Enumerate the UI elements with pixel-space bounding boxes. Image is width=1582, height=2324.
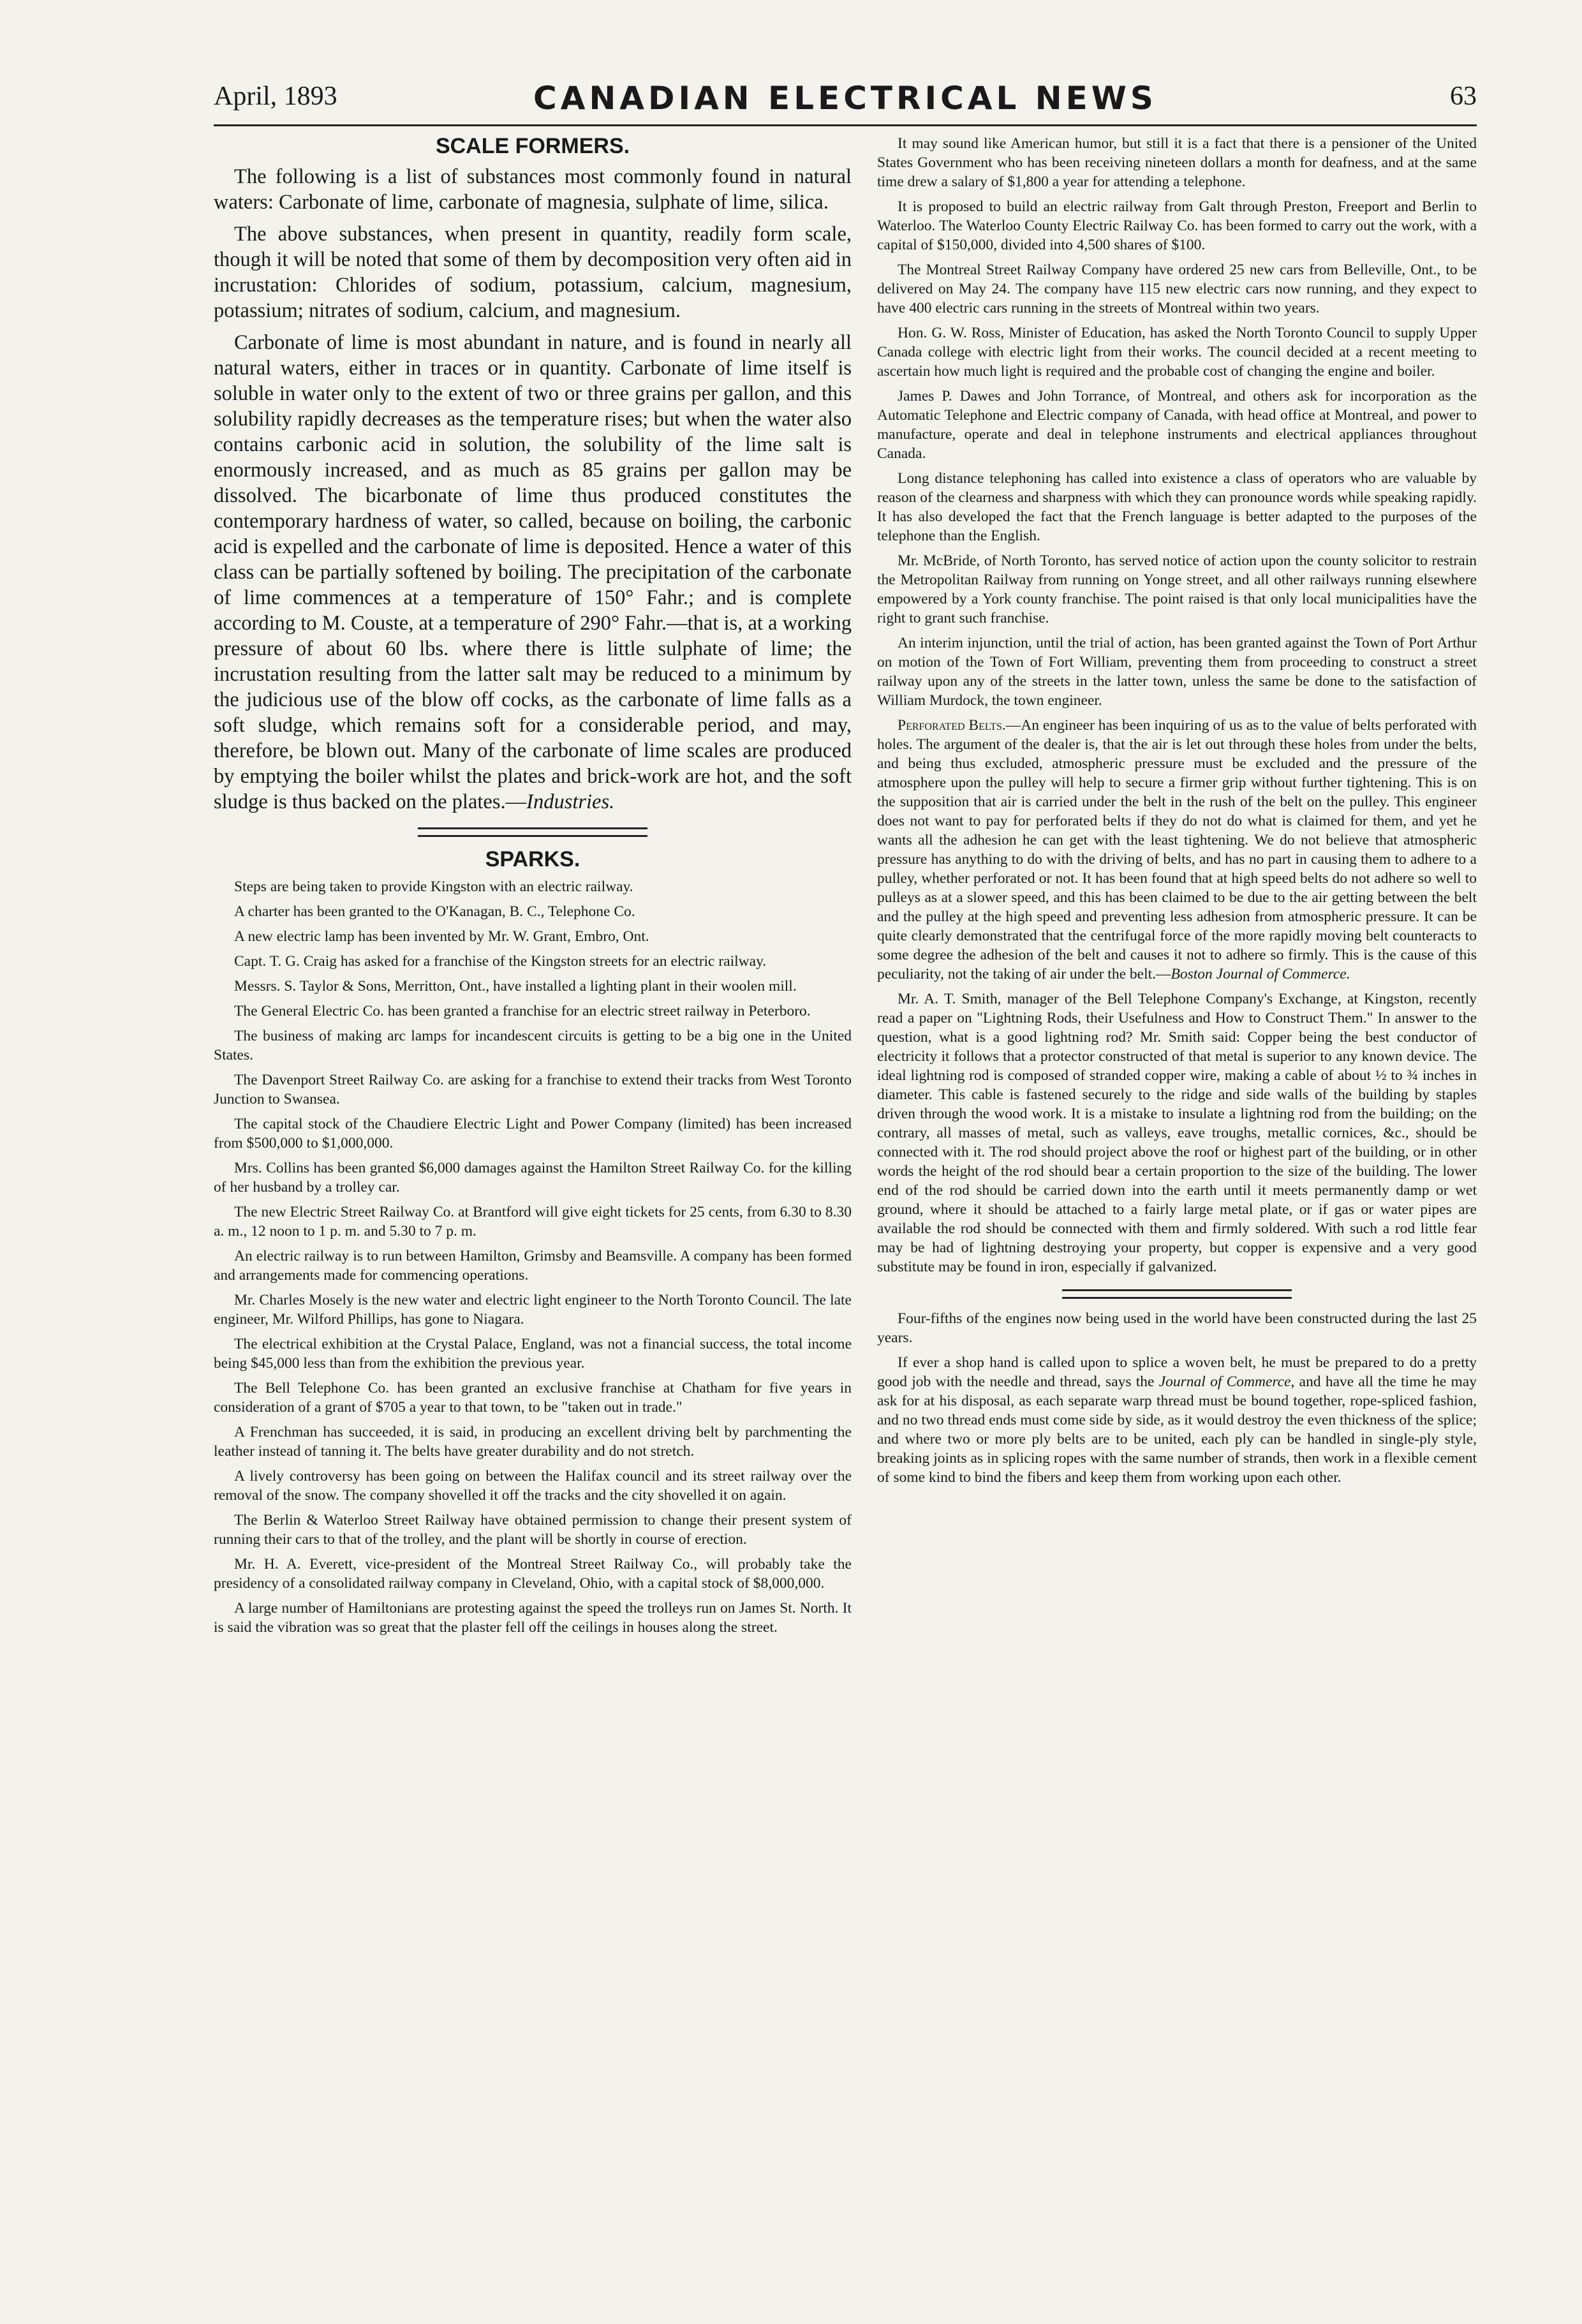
sparks-item: Messrs. S. Taylor & Sons, Merritton, Ont., have installed a lighting plant in their woolen mill. (234, 978, 797, 995)
right-column (877, 134, 1477, 2196)
article-paragraph: The above substances, when present in quantity, readily form scale, though it will be noted that some of them by decomposition very often aid in incrustation: Chlorides of sodium, potassium, calcium, magnesium, potassium; nitrates of sodium, calcium, and magnesium. (214, 223, 852, 322)
perforated-belts-label: Perforated Belts. (898, 717, 1006, 734)
sparks-item: A Frenchman has succeeded, it is said, in producing an excellent driving belt by parchmenting the leather instead of tanning it. The belts have greater durability and do not stretch. (214, 1424, 852, 1460)
news-item: It may sound like American humor, but still it is a fact that there is a pensioner of the United States Government who has been receiving nineteen dollars a month for deafness, and at the same time drew a salary of $1,800 a year for attending a telephone. (877, 135, 1477, 190)
page-number: 63 (1450, 82, 1477, 111)
sparks-item: A new electric lamp has been invented by Mr. W. Grant, Embro, Ont. (234, 928, 649, 945)
belt-splicing-text-b: , and have all the time he may ask for at his disposal, as each separate warp thread must be bound together, rope-spliced fashion, and no two thread ends must come side by side, as it would destroy the even thickness of the splice; and where two or more ply belts are to be united, each ply can be handled in single-ply style, breaking joints as in splicing ropes with the same number of strands, then work in a flexible cement of some kind to bind the fibers and keep them from working upon each other. (877, 1373, 1477, 1486)
engines-item: Four-fifths of the engines now being used in the world have been constructed during the last 25 years. (877, 1310, 1477, 1346)
section-divider (1062, 1289, 1292, 1299)
sparks-item: An electric railway is to run between Hamilton, Grimsby and Beamsville. A company has been formed and arrangements made for commencing operations. (214, 1248, 852, 1284)
sparks-item: The Berlin & Waterloo Street Railway have obtained permission to change their present system of running their cars to that of the trolley, and the plant will be shortly in course of erection. (214, 1512, 852, 1548)
sparks-item: A large number of Hamiltonians are protesting against the speed the trolleys run on James St. North. It is said the vibration was so great that the plaster fell off the ceilings in houses along the street. (214, 1600, 852, 1636)
sparks-item: The Bell Telephone Co. has been granted an exclusive franchise at Chatham for five years in consideration of a grant of $705 a year to that town, to be "taken out in trade." (214, 1380, 852, 1416)
sparks-item: The capital stock of the Chaudiere Electric Light and Power Company (limited) has been increased from $500,000 to $1,000,000. (214, 1116, 852, 1151)
section-divider (418, 827, 647, 837)
sparks-item: The electrical exhibition at the Crystal Palace, England, was not a financial success, the total income being $45,000 less than from the exhibition the previous year. (214, 1336, 852, 1372)
news-item: The Montreal Street Railway Company have ordered 25 new cars from Belleville, Ont., to be delivered on May 24. The company have 115 new electric cars now running, and they expect to have 400 electric cars running in the streets of Montreal within two years. (877, 262, 1477, 316)
perforated-belts-text: —An engineer has been inquiring of us as to the value of belts perforated with holes. The argument of the dealer is, that the air is let out through these holes from under the belts, and being thus excluded, atmospheric pressure must be excluded and the pressure of the atmosphere upon the pulley will help to secure a firmer grip without further tightening. This is on the supposition that air is carried under the belt in the rush of the belt on the pulley. This engineer does not want to pay for perforated belts if they do not do what is claimed for them, and yet he wants all the adhesion he can get with the least tightening. We do not believe that atmospheric pressure has anything to do with the driving of belts, and has no part in causing them to adhere to a pulley, whether perforated or not. It has been found that at high speed belts do not adhere so well to pulleys as at a slower speed, and this has been claimed to be due to the air getting between the belt and the pulley at the high speed and preventing less adhesion from atmospheric pressure. It can be quite clearly demonstrated that the centrifugal force of the more rapidly moving belt counteracts to some degree the adhesion of the belt and causes it not to adhere so firmly. This is the cause of this peculiarity, not the taking of air under the belt.— (877, 717, 1477, 982)
article-source: Industries. (526, 790, 615, 813)
sparks-section (214, 847, 852, 1637)
sparks-item: The business of making arc lamps for incandescent circuits is getting to be a big one in the United States. (214, 1028, 852, 1063)
article-paragraph: The following is a list of substances most commonly found in natural waters: Carbonate of lime, carbonate of magnesia, sulphate of lime, silica. (214, 165, 852, 214)
perforated-belts-article (877, 716, 1477, 984)
belt-splicing-article (877, 1353, 1477, 1487)
sparks-item: Mr. Charles Mosely is the new water and electric light engineer to the North Toronto Council. The late engineer, Mr. Wilford Phillips, has gone to Niagara. (214, 1292, 852, 1328)
belt-splicing-text-a: If ever a shop hand is called upon to splice a woven belt, he must be prepared to do a pretty good job with the needle and thread, says the (877, 1354, 1477, 1390)
news-item: It is proposed to build an electric railway from Galt through Preston, Freeport and Berlin to Waterloo. The Waterloo County Electric Railway Co. has been formed to carry out the work, with a capital of $150,000, divided into 4,500 shares of $100. (877, 198, 1477, 253)
sparks-heading: SPARKS. (485, 847, 580, 871)
sparks-item: A charter has been granted to the O'Kanagan, B. C., Telephone Co. (234, 903, 635, 920)
scale-formers-article (214, 134, 852, 815)
scale-formers-heading: SCALE FORMERS. (435, 134, 630, 158)
sparks-item: Capt. T. G. Craig has asked for a franchise of the Kingston streets for an electric railway. (234, 953, 767, 970)
sparks-item: Mrs. Collins has been granted $6,000 damages against the Hamilton Street Railway Co. for the killing of her husband by a trolley car. (214, 1160, 852, 1195)
sparks-item: Steps are being taken to provide Kingston with an electric railway. (234, 878, 633, 895)
sparks-item: Mr. H. A. Everett, vice-president of the Montreal Street Railway Co., will probably take the presidency of a consolidated railway company in Cleveland, Ohio, with a capital stock of $8,000,000. (214, 1556, 852, 1592)
article-paragraph (214, 330, 852, 815)
news-item: An interim injunction, until the trial of action, has been granted against the Town of Port Arthur on motion of the Town of Fort William, preventing them from proceeding to construct a street railway upon any of the streets in the latter town, unless the same be done to the satisfaction of William Murdock, the town engineer. (877, 635, 1477, 709)
lightning-rods-article: Mr. A. T. Smith, manager of the Bell Telephone Company's Exchange, at Kingston, recently read a paper on "Lightning Rods, their Usefulness and How to Construct Them." In answer to the question, what is a good lightning rod? Mr. Smith said: Copper being the best conductor of electricity it follows that a protector constructed of that metal is superior to any known device. The ideal lightning rod is composed of stranded copper wire, making a cable of about ½ to ¾ inches in diameter. This cable is fastened securely to the ridge and side walls of the building by staples driven through the wood work. It is a mistake to insulate a lightning rod from the building; on the contrary, all masses of metal, such as valleys, eave troughs, metallic cornices, &c., should be connected with it. The rod should project above the roof or highest part of the building, or in other words the height of the rod should bear a certain proportion to the size of the building. The lower end of the rod should be carried down into the earth until it meets permanently damp or wet ground, where it should be attached to a fairly large metal plate, or if gas or water pipes are available the rod should be connected with them and firmly soldered. With such a rod little fear may be had of lightning destroying your property, but copper is expensive and a very good substitute may be found in iron, especially if galvanized. (877, 991, 1477, 1275)
news-item: Hon. G. W. Ross, Minister of Education, has asked the North Toronto Council to supply Upper Canada college with electric light from their works. The council decided at a recent meeting to ascertain how much light is required and the probable cost of changing the engine and boiler. (877, 325, 1477, 380)
sparks-item: The Davenport Street Railway Co. are asking for a franchise to extend their tracks from West Toronto Junction to Swansea. (214, 1072, 852, 1107)
news-item: Mr. McBride, of North Toronto, has served notice of action upon the county solicitor to restrain the Metropolitan Railway from running on Yonge street, and all other railways running elsewhere empowered by a York county franchise. The point raised is that only local municipalities have the right to grant such franchise. (877, 552, 1477, 626)
perforated-belts-source: Boston Journal of Commerce. (1171, 966, 1350, 982)
news-item: Long distance telephoning has called into existence a class of operators who are valuable by reason of the clearness and sharpness with which they can pronounce words while speaking rapidly. It has also developed the fact that the French language is better adapted to the purposes of the telephone than the English. (877, 470, 1477, 544)
sparks-item: The new Electric Street Railway Co. at Brantford will give eight tickets for 25 cents, from 6.30 to 8.30 a. m., 12 noon to 1 p. m. and 5.30 to 7 p. m. (214, 1204, 852, 1240)
article-paragraph-text: Carbonate of lime is most abundant in nature, and is found in nearly all natural waters, either in traces or in quantity. Carbonate of lime itself is soluble in water only to the extent of two or three grains per gallon, and this solubility rapidly decreases as the temperature rises; but when the water also contains carbonic acid in solution, the solubility of the lime salt is enormously increased, and as much as 85 grains per gallon may be dissolved. The bicarbonate of lime thus produced constitutes the contemporary hardness of water, so called, because on boiling, the carbonic acid is expelled and the carbonate of lime is deposited. Hence a water of this class can be partially softened by boiling. The precipitation of the carbonate of lime commences at a temperature of 150° Fahr.; and is complete according to M. Couste, at a temperature of 290° Fahr.—that is, at a working pressure of about 60 lbs. where there is little sulphate of lime; the incrustation resulting from the latter salt may be reduced to a minimum by the judicious use of the blow off cocks, as the carbonate of lime falls as a soft sludge, which remains soft for a considerable period, and may, therefore, be blown out. Many of the carbonate of lime scales are produced by emptying the boiler whilst the plates and brick-work are hot, and the soft sludge is thus backed on the plates.— (214, 331, 852, 813)
sparks-item: The General Electric Co. has been granted a franchise for an electric street railway in Peterboro. (234, 1003, 811, 1019)
left-column (214, 134, 852, 2196)
page-header (214, 80, 1477, 126)
masthead-title: CANADIAN ELECTRICAL NEWS (533, 80, 1157, 117)
news-item: James P. Dawes and John Torrance, of Montreal, and others ask for incorporation as the Automatic Telephone and Electric company of Canada, with head office at Montreal, and power to manufacture, operate and deal in telephone instruments and electrical appliances throughout Canada. (877, 388, 1477, 462)
issue-date: April, 1893 (214, 82, 337, 111)
sparks-item: A lively controversy has been going on between the Halifax council and its street railway over the removal of the snow. The company shovelled it off the tracks and the city shovelled it on again. (214, 1468, 852, 1504)
belt-splicing-source: Journal of Commerce (1158, 1373, 1291, 1390)
